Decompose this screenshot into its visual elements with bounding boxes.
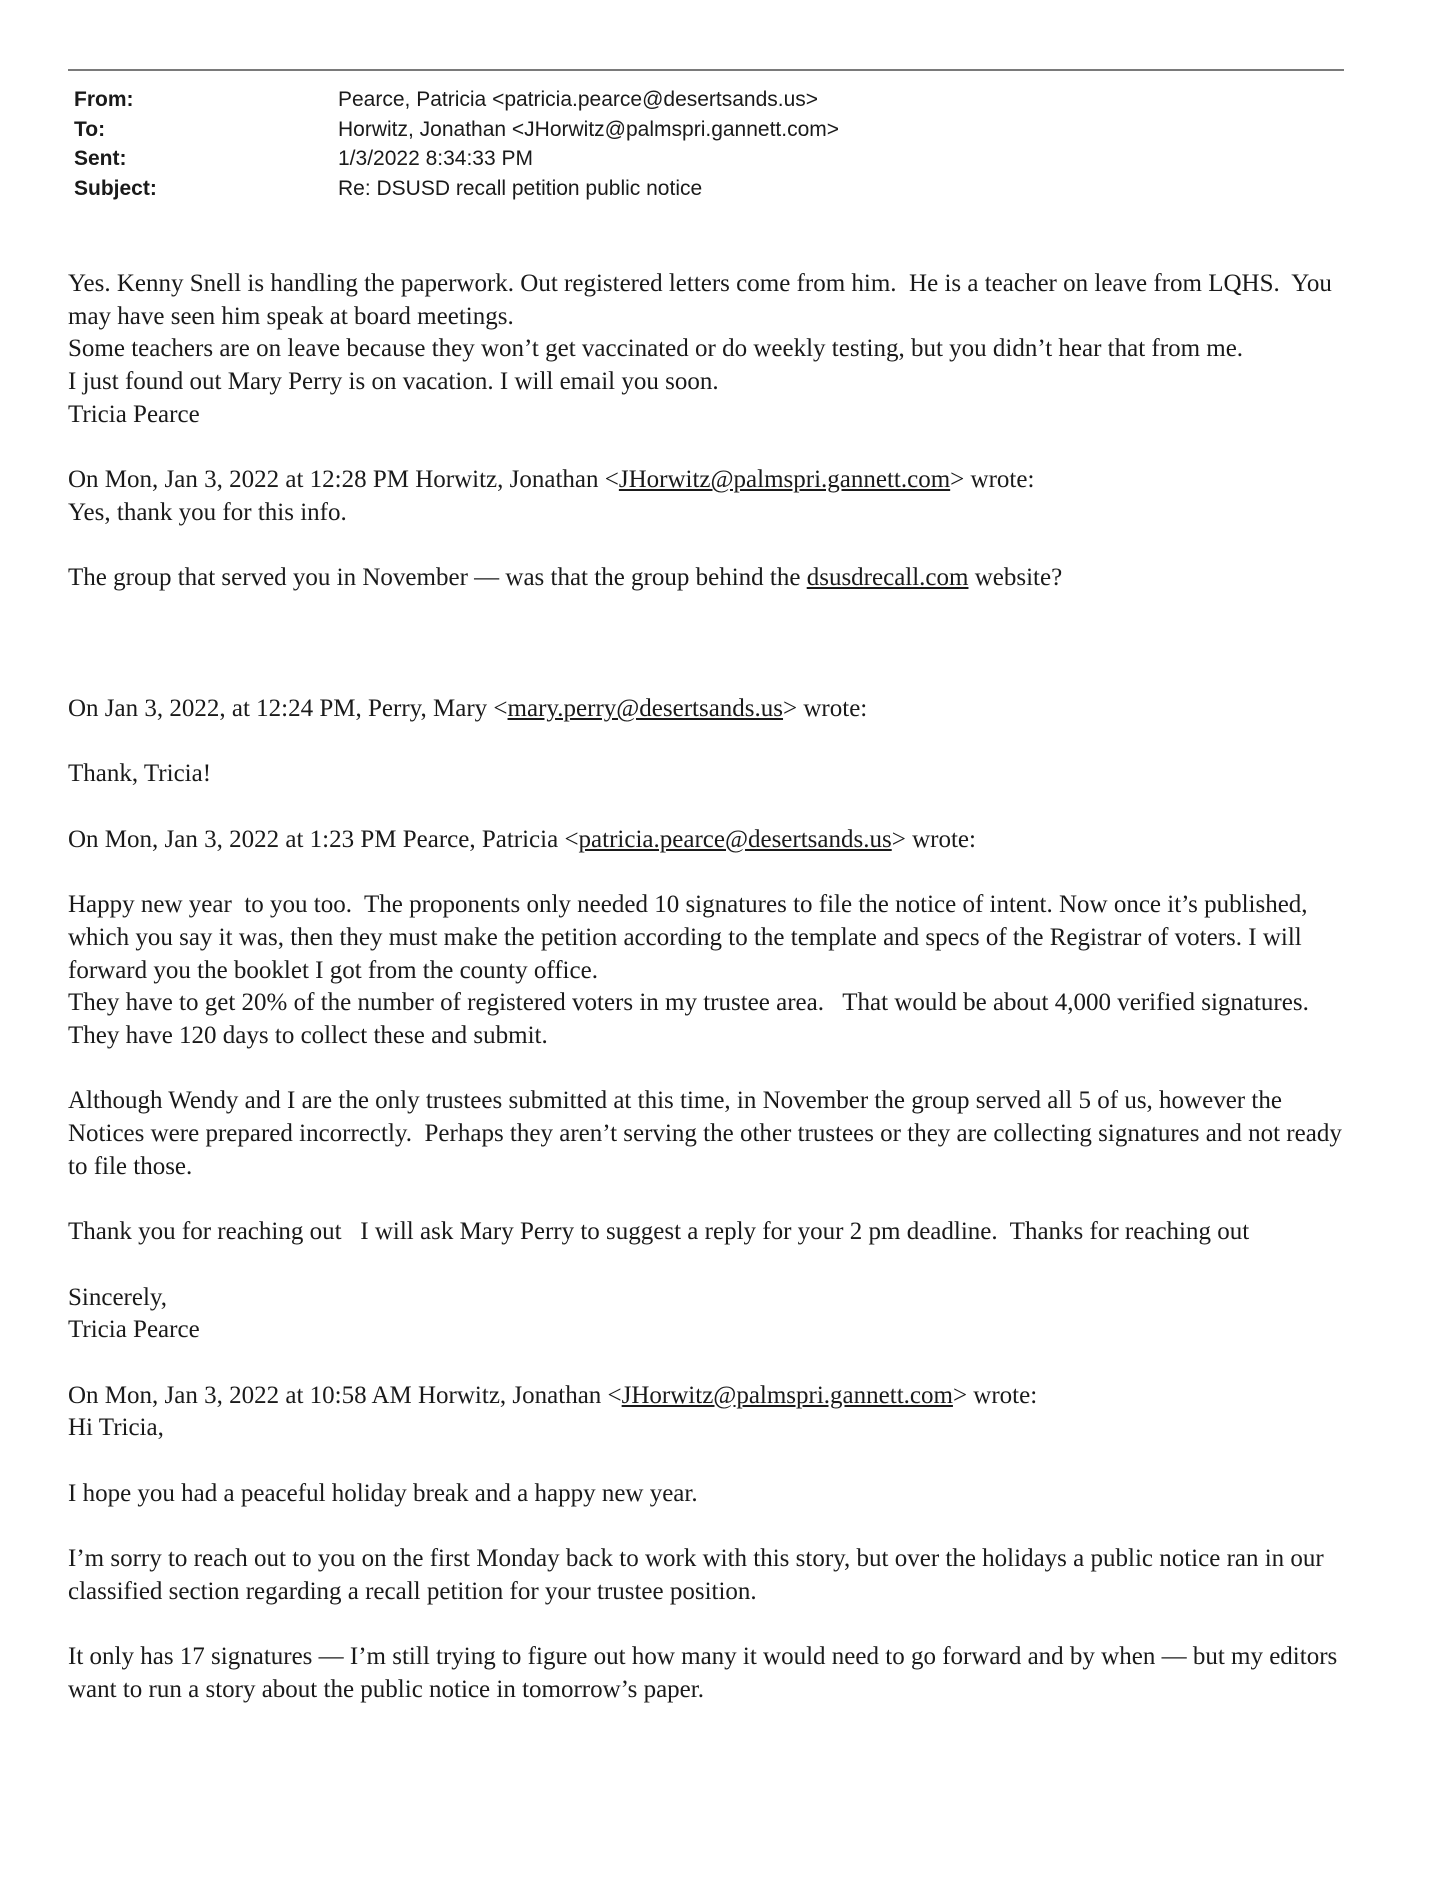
email-link[interactable]: JHorwitz@palmspri.gannett.com <box>618 466 951 494</box>
quote-intro-text: On Mon, Jan 3, 2022 at 1:23 PM Pearce, Patricia < <box>68 825 579 853</box>
to-value: Horwitz, Jonathan <JHorwitz@palmspri.gannett.com> <box>338 117 840 141</box>
reply-paragraph: Yes. Kenny Snell is handling the paperwork. Out registered letters come from him. He is a teacher on leave from LQHS. You may have seen him speak at board meetings. <box>68 270 1339 330</box>
quote-paragraph: Yes, thank you for this info. <box>68 498 347 526</box>
quote-greeting: Hi Tricia, <box>68 1414 164 1442</box>
email-link[interactable]: patricia.pearce@desertsands.us <box>578 825 892 853</box>
email-header <box>74 85 839 203</box>
to-row <box>74 115 839 145</box>
quote-paragraph: They have to get 20% of the number of registered voters in my trustee area. That would be about 4,000 verified signatures. They have 120 days to collect these and submit. <box>68 989 1328 1049</box>
quote-paragraph: It only has 17 signatures — I’m still trying to figure out how many it would need to go forward and by when — but my editors want to run a story about the public notice in tomorrow’s paper. <box>68 1643 1344 1703</box>
quote-intro-text: > wrote: <box>891 825 976 853</box>
quote-intro <box>68 464 1358 497</box>
quote-intro-text: On Mon, Jan 3, 2022 at 10:58 AM Horwitz, Jonathan < <box>68 1381 622 1409</box>
reply-paragraph: I just found out Mary Perry is on vacation. I will email you soon. <box>68 368 719 396</box>
quote-paragraph: I’m sorry to reach out to you on the first Monday back to work with this story, but over the holidays a public notice ran in our classified section regarding a recall petition for your trustee position. <box>68 1545 1331 1605</box>
subject-label: Subject: <box>74 176 157 200</box>
header-divider <box>68 69 1344 71</box>
quote-intro-text: > wrote: <box>783 695 868 722</box>
quote-text: website? <box>968 564 1063 592</box>
quote-intro-text: On Jan 3, 2022, at 12:24 PM, Perry, Mary < <box>68 695 508 722</box>
quote-paragraph: I hope you had a peaceful holiday break and a happy new year. <box>68 1479 698 1507</box>
quote-intro <box>68 1380 1358 1413</box>
sent-value: 1/3/2022 8:34:33 PM <box>338 147 533 170</box>
to-label: To: <box>74 117 106 141</box>
website-link[interactable]: dsusdrecall.com <box>806 564 969 592</box>
quote-signature: Tricia Pearce <box>68 1316 200 1344</box>
quote-intro-text: On Mon, Jan 3, 2022 at 12:28 PM Horwitz, Jonathan < <box>68 466 619 494</box>
quote-intro-text: > wrote: <box>950 466 1035 494</box>
email-link[interactable]: JHorwitz@palmspri.gannett.com <box>621 1381 953 1409</box>
quote-paragraph: Thank you for reaching out I will ask Mary Perry to suggest a reply for your 2 pm deadline. Thanks for reaching out <box>68 1218 1250 1246</box>
subject-value: Re: DSUSD recall petition public notice <box>338 176 703 200</box>
from-label: From: <box>74 88 134 111</box>
from-value: Pearce, Patricia <patricia.pearce@desertsands.us> <box>338 88 819 111</box>
reply-signature: Tricia Pearce <box>68 400 200 428</box>
quote-paragraph: Although Wendy and I are the only trustees submitted at this time, in November the group served all 5 of us, however the Notices were prepared incorrectly. Perhaps they aren’t serving the other trustees or they are collecting signatures and not ready to file those. <box>68 1087 1349 1180</box>
subject-row <box>74 174 839 204</box>
quote-closing: Sincerely, <box>68 1283 168 1311</box>
email-link[interactable]: mary.perry@desertsands.us <box>507 695 784 722</box>
quote-paragraph: Thank, Tricia! <box>68 760 212 788</box>
from-row <box>74 85 839 115</box>
sent-row <box>74 144 839 174</box>
sent-label: Sent: <box>74 147 127 170</box>
quote-text: The group that served you in November — was that the group behind the <box>68 564 807 592</box>
quote-paragraph: Happy new year to you too. The proponents only needed 10 signatures to file the notice of intent. Now once it’s published, which you say it was, then they must make the petition according to the template and specs of the Registrar of voters. I will forward you the booklet I got from the county office. <box>68 891 1314 984</box>
email-body <box>68 268 1358 1707</box>
quote-intro <box>68 693 1358 726</box>
reply-paragraph: Some teachers are on leave because they won’t get vaccinated or do weekly testing, but you didn’t hear that from me. <box>68 335 1244 363</box>
quote-intro-text: > wrote: <box>952 1381 1038 1409</box>
quote-paragraph <box>68 562 1358 595</box>
quote-intro <box>68 824 1358 857</box>
